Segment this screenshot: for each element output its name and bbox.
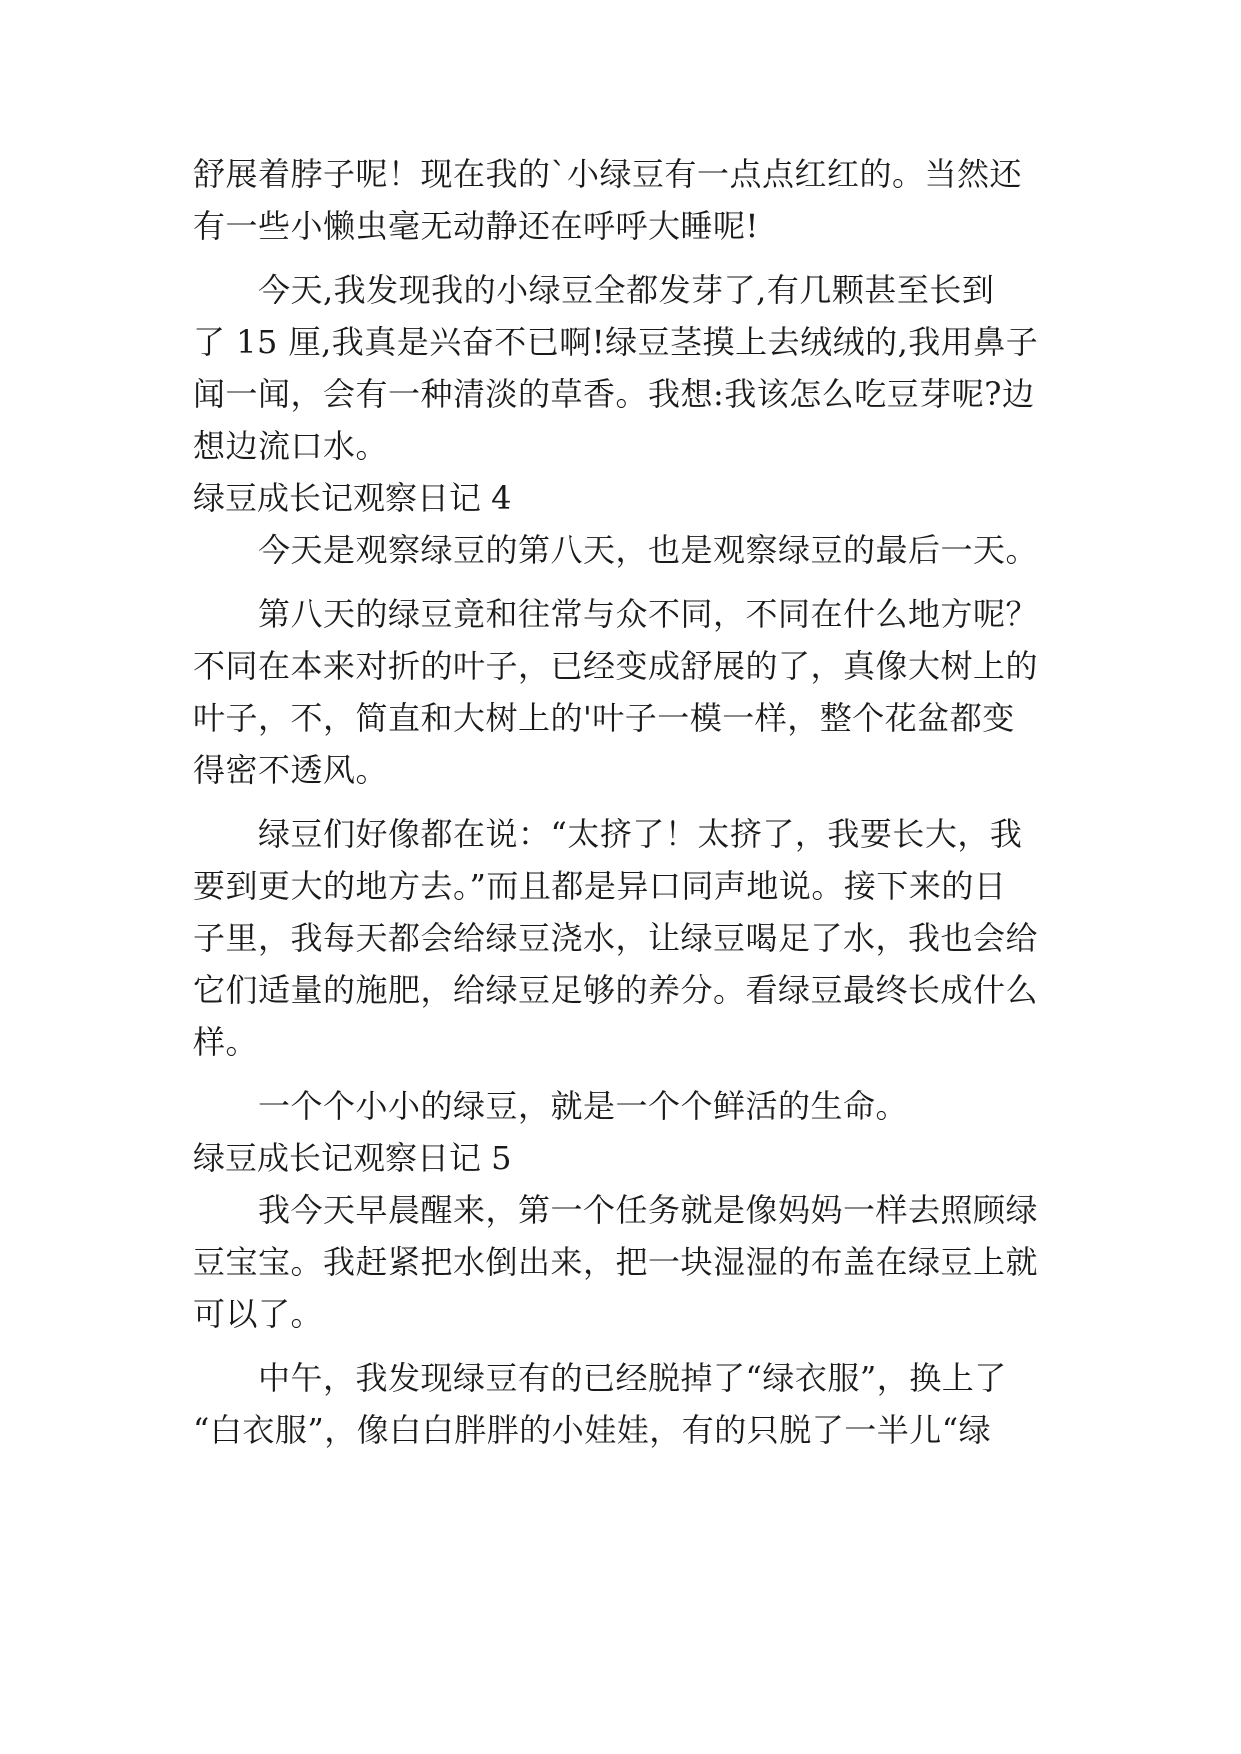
text-line: 叶子，不，简直和大树上的'叶子一模一样，整个花盆都变	[193, 699, 1015, 737]
text-line: 舒展着脖子呢！现在我的`小绿豆有一点点红红的。当然还	[193, 155, 1023, 193]
text-line: 可以了。	[193, 1295, 324, 1333]
text-line: 一个个小小的绿豆，就是一个个鲜活的生命。	[258, 1087, 909, 1125]
text-line: 豆宝宝。我赶紧把水倒出来，把一块湿湿的布盖在绿豆上就	[193, 1243, 1039, 1281]
text-line: 我今天早晨醒来，第一个任务就是像妈妈一样去照顾绿	[258, 1191, 1039, 1229]
text-line: 要到更大的地方去。”而且都是异口同声地说。接下来的日	[193, 867, 1007, 905]
text-line: 样。	[193, 1023, 259, 1061]
text-line: 了 15 厘,我真是兴奋不已啊!绿豆茎摸上去绒绒的,我用鼻子	[193, 323, 1039, 361]
section-heading: 绿豆成长记观察日记 5	[193, 1139, 512, 1177]
text-line: 闻一闻，会有一种清淡的草香。我想:我该怎么吃豆芽呢?边	[193, 375, 1035, 413]
section-heading: 绿豆成长记观察日记 4	[193, 479, 512, 517]
text-line: “白衣服”，像白白胖胖的小娃娃，有的只脱了一半儿“绿	[193, 1411, 992, 1449]
text-line: 不同在本来对折的叶子，已经变成舒展的了，真像大树上的	[193, 647, 1039, 685]
text-line: 绿豆们好像都在说：“太挤了！太挤了，我要长大，我	[258, 815, 1023, 853]
text-line: 有一些小懒虫毫无动静还在呼呼大睡呢!	[193, 207, 759, 245]
text-line: 子里，我每天都会给绿豆浇水，让绿豆喝足了水，我也会给	[193, 919, 1039, 957]
text-line: 想边流口水。	[193, 427, 389, 465]
text-line: 中午，我发现绿豆有的已经脱掉了“绿衣服”，换上了	[258, 1359, 1007, 1397]
text-line: 今天,我发现我的小绿豆全都发芽了,有几颗甚至长到	[258, 271, 995, 309]
text-line: 今天是观察绿豆的第八天，也是观察绿豆的最后一天。	[258, 531, 1039, 569]
text-line: 第八天的绿豆竟和往常与众不同，不同在什么地方呢？	[258, 595, 1039, 633]
text-line: 得密不透风。	[193, 751, 389, 789]
text-line: 它们适量的施肥，给绿豆足够的养分。看绿豆最终长成什么	[193, 971, 1039, 1009]
